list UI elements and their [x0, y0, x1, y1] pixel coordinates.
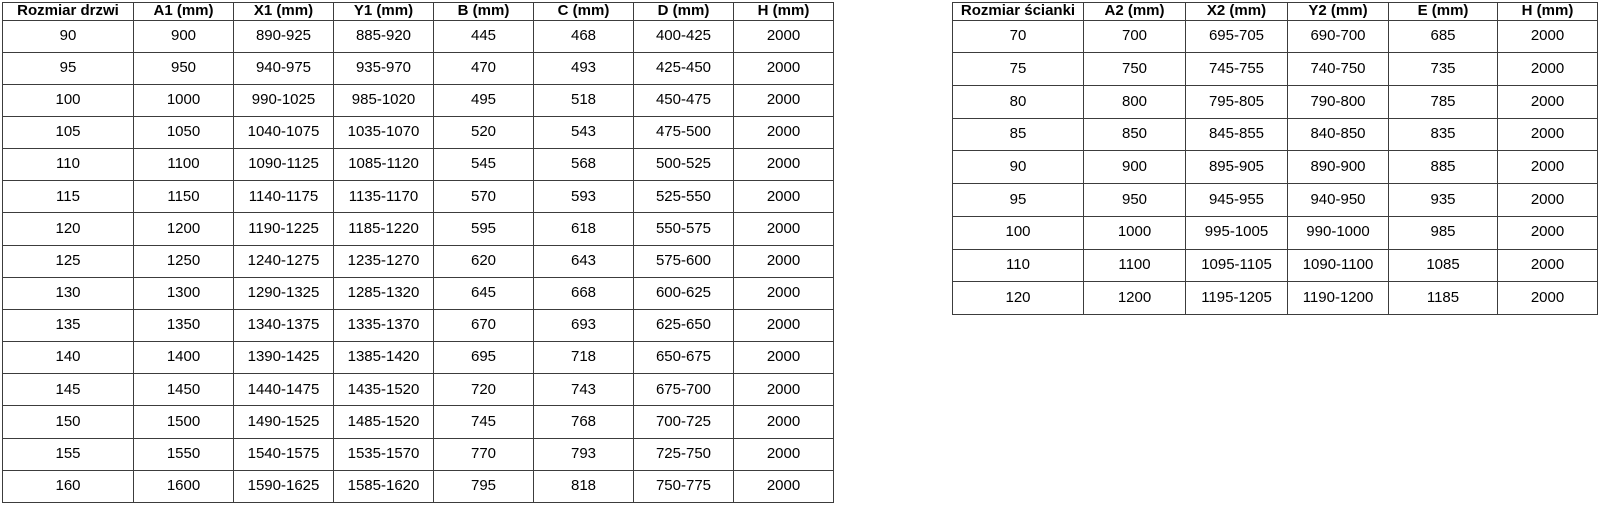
table-cell: 115 [3, 181, 134, 213]
column-header: A1 (mm) [134, 3, 234, 21]
table-cell: 700-725 [634, 406, 734, 438]
table-cell: 105 [3, 116, 134, 148]
table-cell: 120 [3, 213, 134, 245]
table-cell: 2000 [734, 213, 834, 245]
table-row [3, 245, 834, 277]
table-row [3, 213, 834, 245]
table-cell: 670 [434, 309, 534, 341]
table-cell: 575-600 [634, 245, 734, 277]
table-cell: 1435-1520 [334, 374, 434, 406]
table-cell: 545 [434, 149, 534, 181]
table-cell: 620 [434, 245, 534, 277]
table-cell: 445 [434, 20, 534, 52]
table-cell: 2000 [734, 245, 834, 277]
table-cell: 1090-1125 [234, 149, 334, 181]
table-cell: 643 [534, 245, 634, 277]
table-row [953, 216, 1598, 249]
table-cell: 785 [1389, 85, 1498, 118]
table-cell: 2000 [1498, 216, 1598, 249]
table-cell: 1100 [134, 149, 234, 181]
table-cell: 160 [3, 470, 134, 502]
table-cell: 735 [1389, 53, 1498, 86]
table-cell: 90 [3, 20, 134, 52]
table-cell: 75 [953, 53, 1084, 86]
table-cell: 795 [434, 470, 534, 502]
table-cell: 2000 [734, 277, 834, 309]
table-cell: 1590-1625 [234, 470, 334, 502]
table-cell: 1500 [134, 406, 234, 438]
table-row [3, 309, 834, 341]
table-cell: 668 [534, 277, 634, 309]
table-cell: 2000 [1498, 249, 1598, 282]
column-header: B (mm) [434, 3, 534, 21]
table-cell: 2000 [734, 374, 834, 406]
table-cell: 1000 [134, 84, 234, 116]
table-cell: 475-500 [634, 116, 734, 148]
table-cell: 818 [534, 470, 634, 502]
table-row [953, 118, 1598, 151]
table-cell: 1485-1520 [334, 406, 434, 438]
table-cell: 618 [534, 213, 634, 245]
column-header: H (mm) [734, 3, 834, 21]
table-cell: 990-1000 [1288, 216, 1389, 249]
table-row [3, 374, 834, 406]
column-header: A2 (mm) [1084, 3, 1186, 21]
table-cell: 1300 [134, 277, 234, 309]
table-cell: 1490-1525 [234, 406, 334, 438]
column-header: H (mm) [1498, 3, 1598, 21]
table-cell: 885 [1389, 151, 1498, 184]
table-cell: 80 [953, 85, 1084, 118]
table-cell: 2000 [1498, 20, 1598, 53]
table-cell: 1335-1370 [334, 309, 434, 341]
table-cell: 110 [3, 149, 134, 181]
table-cell: 625-650 [634, 309, 734, 341]
table-cell: 2000 [734, 406, 834, 438]
table-cell: 2000 [1498, 151, 1598, 184]
table-row [3, 52, 834, 84]
table-cell: 2000 [1498, 118, 1598, 151]
table-cell: 130 [3, 277, 134, 309]
wall-dimensions-table [952, 2, 1598, 315]
table-cell: 2000 [734, 438, 834, 470]
table-row [953, 85, 1598, 118]
table-row [3, 149, 834, 181]
column-header: X2 (mm) [1186, 3, 1288, 21]
table-cell: 650-675 [634, 342, 734, 374]
table-cell: 2000 [734, 84, 834, 116]
table-row [953, 53, 1598, 86]
table-cell: 1090-1100 [1288, 249, 1389, 282]
table-cell: 493 [534, 52, 634, 84]
table-cell: 985 [1389, 216, 1498, 249]
table-cell: 2000 [1498, 184, 1598, 217]
table-cell: 1135-1170 [334, 181, 434, 213]
table-cell: 95 [953, 184, 1084, 217]
table-cell: 945-955 [1186, 184, 1288, 217]
table-cell: 2000 [734, 181, 834, 213]
table-cell: 70 [953, 20, 1084, 53]
table-cell: 600-625 [634, 277, 734, 309]
table-cell: 145 [3, 374, 134, 406]
table-cell: 520 [434, 116, 534, 148]
table-cell: 550-575 [634, 213, 734, 245]
table-cell: 100 [3, 84, 134, 116]
table-row [953, 249, 1598, 282]
table-cell: 525-550 [634, 181, 734, 213]
table-cell: 95 [3, 52, 134, 84]
column-header: E (mm) [1389, 3, 1498, 21]
column-header: Rozmiar drzwi [3, 3, 134, 21]
table-cell: 1185 [1389, 282, 1498, 315]
table-row [3, 181, 834, 213]
table-cell: 595 [434, 213, 534, 245]
table-cell: 543 [534, 116, 634, 148]
table-cell: 740-750 [1288, 53, 1389, 86]
table-cell: 1535-1570 [334, 438, 434, 470]
table-cell: 110 [953, 249, 1084, 282]
table-cell: 995-1005 [1186, 216, 1288, 249]
table-cell: 700 [1084, 20, 1186, 53]
column-header: Rozmiar ścianki [953, 3, 1084, 21]
table-cell: 720 [434, 374, 534, 406]
table-cell: 150 [3, 406, 134, 438]
table-cell: 85 [953, 118, 1084, 151]
table-cell: 140 [3, 342, 134, 374]
table-cell: 568 [534, 149, 634, 181]
table-row [3, 406, 834, 438]
table-cell: 450-475 [634, 84, 734, 116]
table-cell: 2000 [1498, 85, 1598, 118]
table-cell: 2000 [734, 52, 834, 84]
table-row [3, 20, 834, 52]
table-cell: 685 [1389, 20, 1498, 53]
table-cell: 1035-1070 [334, 116, 434, 148]
table-cell: 2000 [734, 20, 834, 52]
table-cell: 1290-1325 [234, 277, 334, 309]
table-cell: 100 [953, 216, 1084, 249]
table-cell: 695-705 [1186, 20, 1288, 53]
table-cell: 900 [1084, 151, 1186, 184]
table-cell: 2000 [734, 309, 834, 341]
table-cell: 1095-1105 [1186, 249, 1288, 282]
table-row [3, 470, 834, 502]
table-cell: 470 [434, 52, 534, 84]
table-cell: 1040-1075 [234, 116, 334, 148]
table-cell: 2000 [1498, 53, 1598, 86]
table-cell: 468 [534, 20, 634, 52]
table-cell: 125 [3, 245, 134, 277]
table-cell: 750-775 [634, 470, 734, 502]
table-cell: 1390-1425 [234, 342, 334, 374]
table-cell: 990-1025 [234, 84, 334, 116]
column-header: D (mm) [634, 3, 734, 21]
table-cell: 155 [3, 438, 134, 470]
table-cell: 950 [134, 52, 234, 84]
table-cell: 800 [1084, 85, 1186, 118]
table-cell: 935 [1389, 184, 1498, 217]
table-cell: 2000 [1498, 282, 1598, 315]
table-cell: 1000 [1084, 216, 1186, 249]
table-cell: 718 [534, 342, 634, 374]
table-cell: 850 [1084, 118, 1186, 151]
table-cell: 895-905 [1186, 151, 1288, 184]
table-cell: 593 [534, 181, 634, 213]
table-cell: 1600 [134, 470, 234, 502]
table-row [953, 184, 1598, 217]
table-cell: 890-900 [1288, 151, 1389, 184]
table-cell: 570 [434, 181, 534, 213]
table-row [953, 151, 1598, 184]
table-cell: 1285-1320 [334, 277, 434, 309]
table-cell: 745-755 [1186, 53, 1288, 86]
table-row [953, 20, 1598, 53]
table-cell: 1550 [134, 438, 234, 470]
table-cell: 1195-1205 [1186, 282, 1288, 315]
table-cell: 1440-1475 [234, 374, 334, 406]
door-dimensions-table [2, 2, 834, 503]
table-cell: 2000 [734, 342, 834, 374]
column-header: X1 (mm) [234, 3, 334, 21]
table-cell: 768 [534, 406, 634, 438]
table-cell: 1085-1120 [334, 149, 434, 181]
table-cell: 120 [953, 282, 1084, 315]
table-row [3, 116, 834, 148]
table-cell: 745 [434, 406, 534, 438]
table-cell: 518 [534, 84, 634, 116]
table-cell: 1340-1375 [234, 309, 334, 341]
table-cell: 495 [434, 84, 534, 116]
table-cell: 2000 [734, 470, 834, 502]
table-cell: 793 [534, 438, 634, 470]
table-cell: 940-975 [234, 52, 334, 84]
table-cell: 1200 [134, 213, 234, 245]
table-row [953, 282, 1598, 315]
table-cell: 1150 [134, 181, 234, 213]
table-cell: 770 [434, 438, 534, 470]
table-cell: 1240-1275 [234, 245, 334, 277]
table-cell: 950 [1084, 184, 1186, 217]
table-cell: 845-855 [1186, 118, 1288, 151]
table-row [3, 342, 834, 374]
table-cell: 1050 [134, 116, 234, 148]
table-cell: 1540-1575 [234, 438, 334, 470]
table-cell: 693 [534, 309, 634, 341]
table-cell: 890-925 [234, 20, 334, 52]
table-cell: 1585-1620 [334, 470, 434, 502]
table-cell: 725-750 [634, 438, 734, 470]
table-cell: 400-425 [634, 20, 734, 52]
table-cell: 1140-1175 [234, 181, 334, 213]
table-cell: 695 [434, 342, 534, 374]
table-cell: 675-700 [634, 374, 734, 406]
table-cell: 935-970 [334, 52, 434, 84]
table-row [3, 438, 834, 470]
door-table-header-row [3, 3, 834, 21]
table-cell: 840-850 [1288, 118, 1389, 151]
table-cell: 790-800 [1288, 85, 1389, 118]
table-cell: 690-700 [1288, 20, 1389, 53]
table-cell: 1250 [134, 245, 234, 277]
table-cell: 743 [534, 374, 634, 406]
table-cell: 2000 [734, 116, 834, 148]
table-cell: 1085 [1389, 249, 1498, 282]
table-cell: 900 [134, 20, 234, 52]
table-cell: 1190-1225 [234, 213, 334, 245]
table-row [3, 84, 834, 116]
table-cell: 985-1020 [334, 84, 434, 116]
table-cell: 1350 [134, 309, 234, 341]
table-cell: 645 [434, 277, 534, 309]
table-cell: 835 [1389, 118, 1498, 151]
wall-table-header-row [953, 3, 1598, 21]
table-cell: 1400 [134, 342, 234, 374]
column-header: Y1 (mm) [334, 3, 434, 21]
table-cell: 1385-1420 [334, 342, 434, 374]
table-cell: 1100 [1084, 249, 1186, 282]
table-cell: 2000 [734, 149, 834, 181]
table-cell: 795-805 [1186, 85, 1288, 118]
table-cell: 750 [1084, 53, 1186, 86]
column-header: Y2 (mm) [1288, 3, 1389, 21]
table-cell: 90 [953, 151, 1084, 184]
table-cell: 940-950 [1288, 184, 1389, 217]
table-cell: 425-450 [634, 52, 734, 84]
table-cell: 1450 [134, 374, 234, 406]
table-cell: 500-525 [634, 149, 734, 181]
table-cell: 1185-1220 [334, 213, 434, 245]
table-cell: 1235-1270 [334, 245, 434, 277]
column-header: C (mm) [534, 3, 634, 21]
table-row [3, 277, 834, 309]
table-cell: 1200 [1084, 282, 1186, 315]
table-cell: 885-920 [334, 20, 434, 52]
table-cell: 1190-1200 [1288, 282, 1389, 315]
table-cell: 135 [3, 309, 134, 341]
